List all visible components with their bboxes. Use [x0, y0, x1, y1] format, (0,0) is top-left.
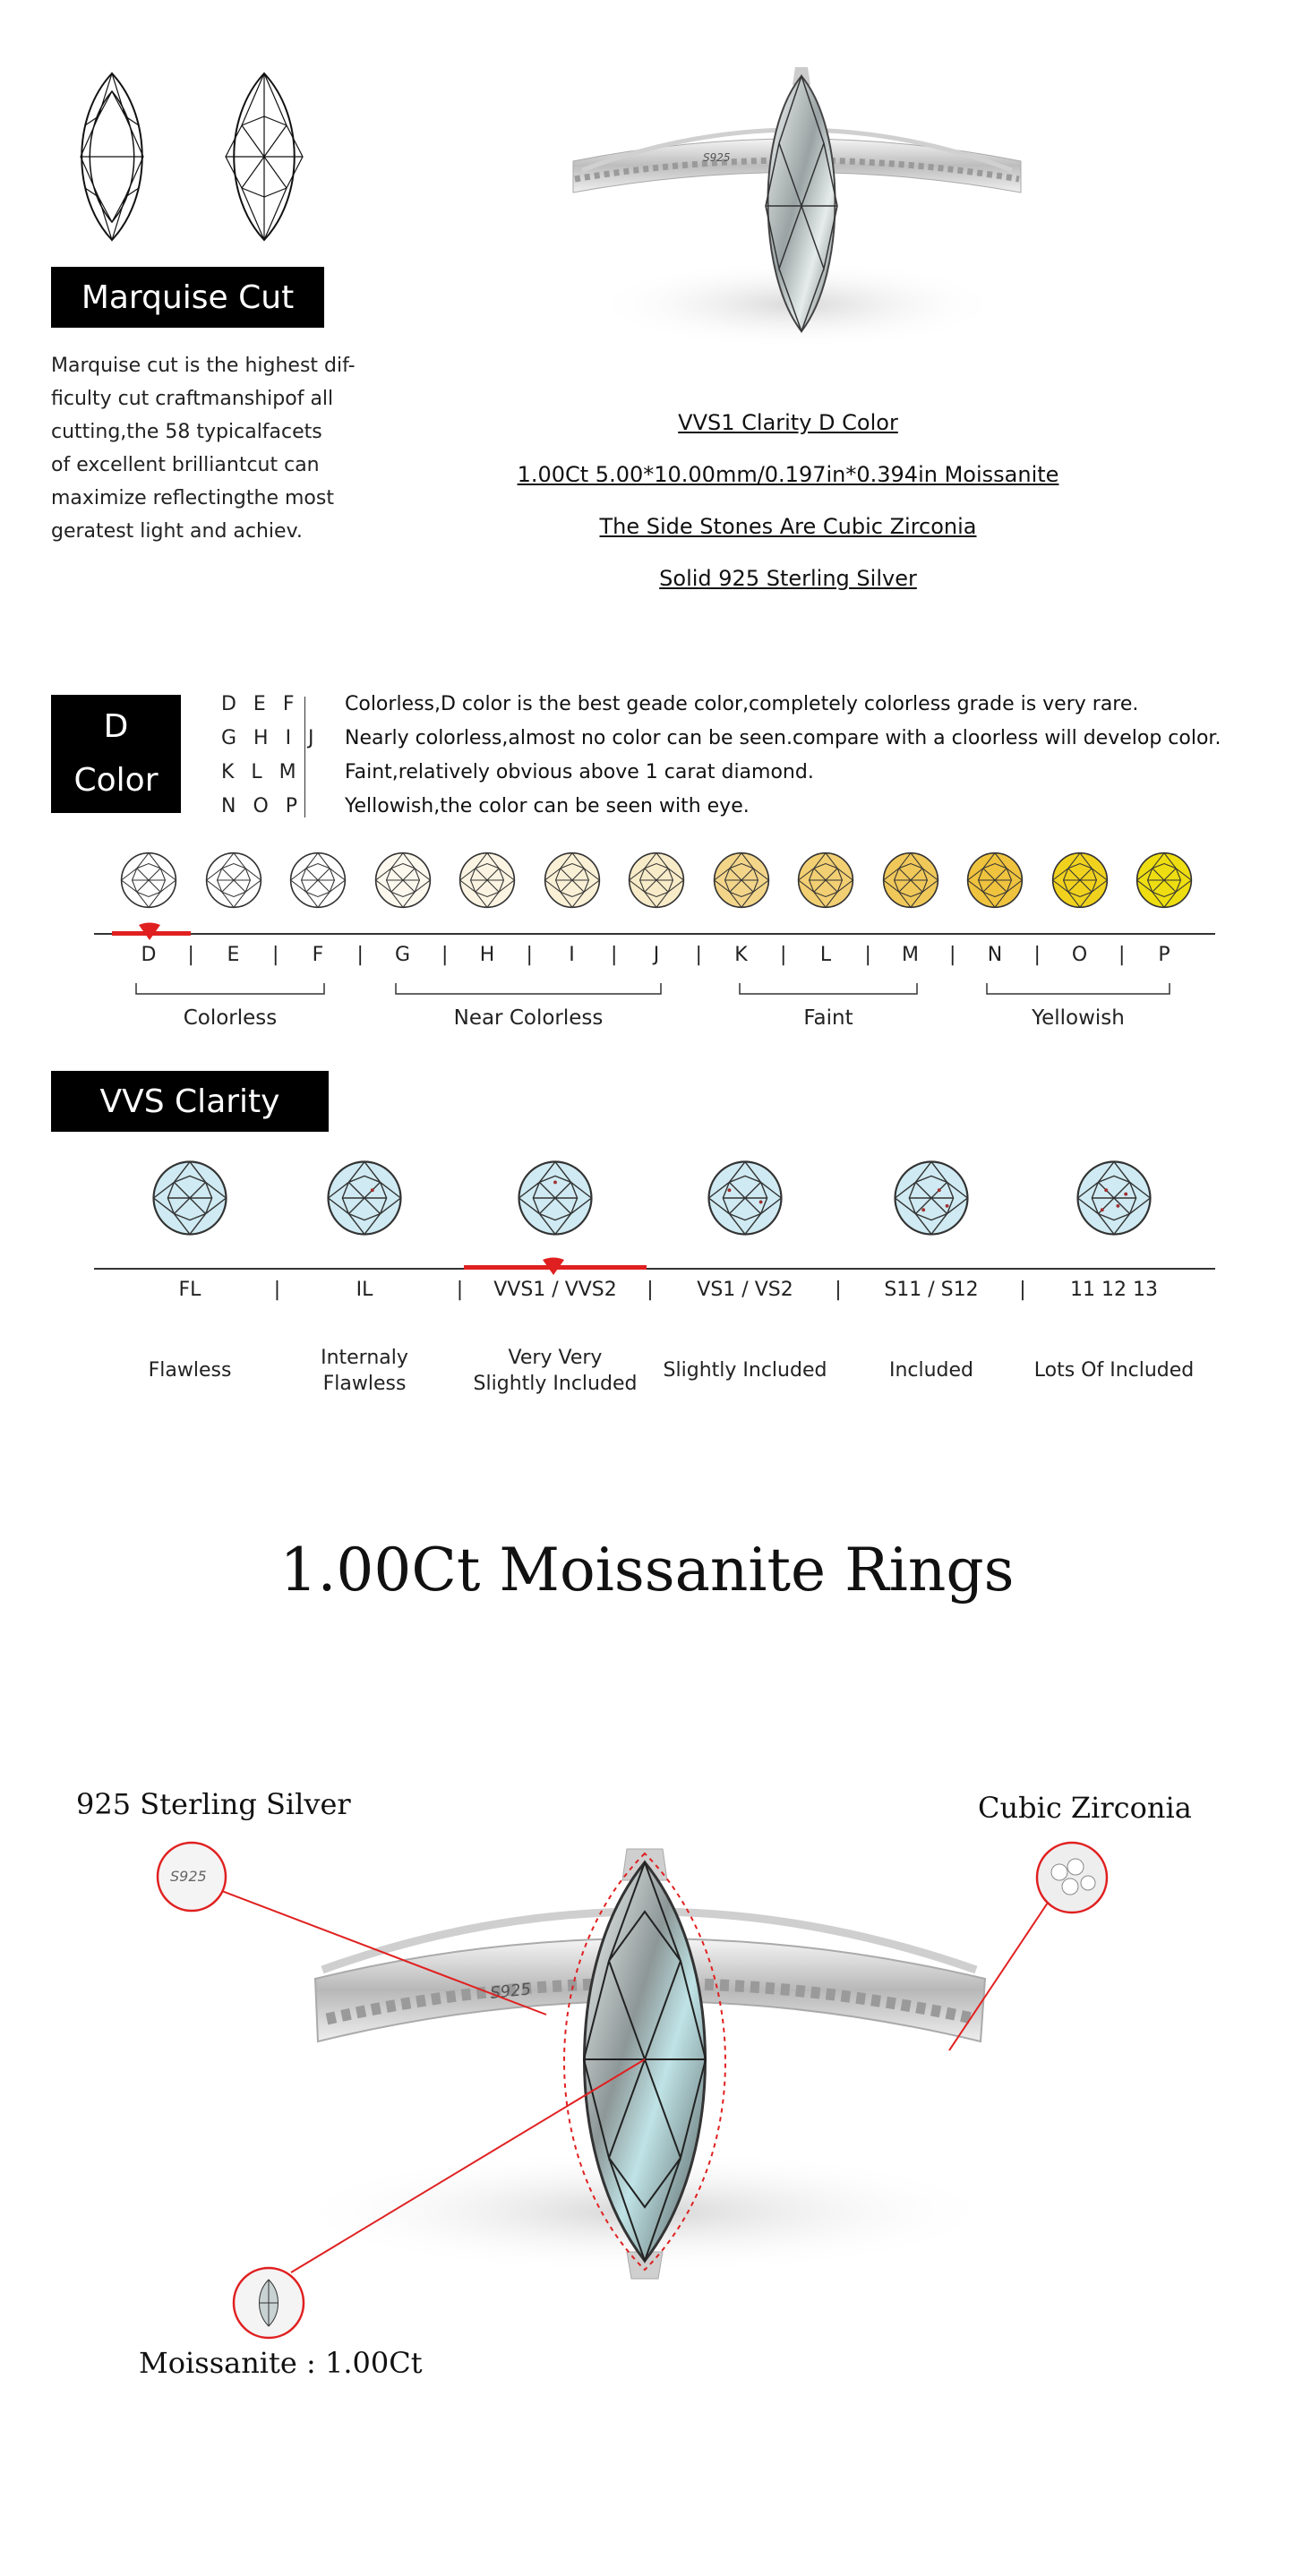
color-scale-letter: J: [653, 944, 660, 966]
color-scale-letter: D: [141, 944, 157, 966]
clarity-grade-name-line: Flawless: [148, 1359, 232, 1382]
clarity-separator: |: [835, 1279, 842, 1301]
moissanite-zoom-icon: [231, 2265, 306, 2341]
spec-size: 1.00Ct 5.00*10.00mm/0.197in*0.394in Moissanite: [517, 462, 1059, 487]
marquise-outline-icon: [63, 72, 161, 242]
color-gem-n-icon: [965, 851, 1024, 913]
color-scale-separator: |: [526, 944, 533, 966]
clarity-separator: |: [456, 1279, 464, 1301]
clarity-grade-name-line: Flawless: [322, 1373, 407, 1395]
cut-title: Marquise Cut: [51, 267, 324, 328]
clarity-grade: VS1 / VS2: [697, 1279, 793, 1301]
color-scale-separator: |: [780, 944, 787, 966]
zoom-stamp-text: S925: [170, 1868, 207, 1885]
clarity-separator: |: [273, 1279, 281, 1301]
color-gem-d-icon: [119, 851, 178, 913]
clarity-gem-icon: [325, 1159, 404, 1241]
color-scale-letter: L: [819, 944, 832, 966]
silver-stamp-zoom-icon: [155, 1840, 228, 1913]
color-scale-separator: |: [864, 944, 871, 966]
clarity-grade-name-line: Internaly: [321, 1347, 408, 1369]
color-scale-letter: M: [902, 944, 919, 966]
color-scale-separator: |: [611, 944, 618, 966]
color-badge: [51, 695, 181, 813]
color-scale-separator: |: [949, 944, 956, 966]
clarity-title: VVS Clarity: [51, 1071, 329, 1132]
cut-description: [51, 349, 356, 548]
ring-detail-stamp: S925: [489, 1980, 533, 2003]
color-gem-l-icon: [796, 851, 855, 913]
grade-description: Faint,relatively obvious above 1 carat diamond.: [345, 761, 814, 783]
cut-description-line: maximize reflectingthe most: [51, 487, 334, 509]
clarity-gem-icon: [892, 1159, 971, 1241]
clarity-grade-name: [656, 1357, 835, 1383]
color-scale-letter: G: [394, 944, 411, 966]
clarity-separator: |: [1019, 1279, 1026, 1301]
clarity-gem-icon: [150, 1159, 229, 1241]
color-category-faint: Faint: [803, 1006, 853, 1030]
color-gem-i-icon: [543, 851, 602, 913]
ring-stamp: S925: [703, 151, 731, 164]
cut-description-line: Marquise cut is the highest dif-: [51, 355, 356, 377]
clarity-grade-name-line: Lots Of Included: [1033, 1359, 1195, 1382]
callout-moissanite: Moissanite : 1.00Ct: [139, 2346, 423, 2380]
color-scale-separator: |: [1118, 944, 1126, 966]
clarity-gem-icon: [1075, 1159, 1153, 1241]
clarity-grade: FL: [178, 1279, 201, 1301]
color-gem-o-icon: [1050, 851, 1110, 913]
clarity-grade-name: [466, 1345, 645, 1397]
color-scale-separator: |: [441, 944, 449, 966]
color-gem-f-icon: [288, 851, 347, 913]
color-scale-letter: K: [734, 944, 748, 966]
clarity-grade-name: [275, 1345, 454, 1397]
cut-description-line: geratest light and achiev.: [51, 520, 303, 543]
callout-silver: 925 Sterling Silver: [76, 1787, 351, 1821]
clarity-grade-name-line: Included: [888, 1359, 974, 1382]
grade-letters: G H I J: [221, 727, 320, 749]
clarity-grade-name: [842, 1357, 1021, 1383]
clarity-grade-name: [100, 1357, 279, 1383]
color-scale-separator: |: [1033, 944, 1041, 966]
clarity-gem-icon: [516, 1159, 595, 1241]
color-grade-divider: [304, 697, 305, 817]
grade-description: Colorless,D color is the best geade color,completely colorless grade is very rare.: [345, 693, 1139, 715]
spec-side-stones: The Side Stones Are Cubic Zirconia: [599, 514, 977, 539]
cut-description-line: of excellent brilliantcut can: [51, 454, 320, 476]
marquise-facet-icon: [215, 72, 313, 242]
color-gem-g-icon: [373, 851, 433, 913]
clarity-gem-icon: [706, 1159, 784, 1241]
clarity-grade-name-line: Very Very: [508, 1347, 603, 1369]
grade-description: Nearly colorless,almost no color can be seen.compare with a cloorless will develop color.: [345, 727, 1221, 749]
color-gem-e-icon: [204, 851, 263, 913]
page-headline: 1.00Ct Moissanite Rings: [279, 1536, 1015, 1605]
color-scale-separator: |: [695, 944, 702, 966]
spec-metal: Solid 925 Sterling Silver: [659, 566, 917, 591]
clarity-grade: VVS1 / VVS2: [493, 1279, 617, 1301]
cut-description-line: ficulty cut craftmanshipof all: [51, 388, 334, 410]
clarity-grade: 11 12 13: [1070, 1279, 1158, 1301]
ring-product-image: [555, 63, 1039, 367]
color-scale-line: [94, 933, 1215, 935]
grade-letters: K L M: [221, 761, 302, 783]
color-category-colorless: Colorless: [183, 1006, 278, 1030]
clarity-scale-line: [94, 1268, 1215, 1270]
color-scale-separator: |: [356, 944, 364, 966]
grade-letters: D E F: [221, 693, 300, 715]
clarity-selected-marker-icon: [540, 1257, 567, 1277]
clarity-grade: IL: [356, 1279, 373, 1301]
color-scale-letter: I: [569, 944, 575, 966]
color-category-yellowish: Yellowish: [1032, 1006, 1125, 1030]
clarity-grade-name-line: Slightly Included: [663, 1359, 827, 1382]
clarity-grade-name-line: Slightly Included: [473, 1373, 638, 1395]
grade-letters: N O P: [221, 795, 304, 817]
color-gem-j-icon: [627, 851, 686, 913]
zirconia-zoom-icon: [1034, 1840, 1110, 1915]
color-scale-letter: H: [479, 944, 495, 966]
callout-zirconia: Cubic Zirconia: [978, 1791, 1192, 1825]
spec-clarity-color: VVS1 Clarity D Color: [678, 410, 898, 435]
color-gem-p-icon: [1135, 851, 1194, 913]
clarity-grade: S11 / S12: [884, 1279, 979, 1301]
color-scale-letter: N: [987, 944, 1003, 966]
color-scale-letter: P: [1158, 944, 1170, 966]
color-category-brackets: [0, 981, 1294, 999]
color-scale-letter: O: [1071, 944, 1088, 966]
color-scale-letter: F: [312, 944, 324, 966]
color-badge-letter: D: [103, 708, 129, 745]
color-gem-h-icon: [458, 851, 517, 913]
clarity-separator: |: [647, 1279, 654, 1301]
color-selected-marker-icon: [136, 922, 163, 942]
clarity-grade-name: [1024, 1357, 1204, 1383]
color-gem-m-icon: [881, 851, 940, 913]
color-scale-letter: E: [227, 944, 240, 966]
color-gem-k-icon: [712, 851, 771, 913]
color-category-near-colorless: Near Colorless: [453, 1006, 604, 1030]
color-badge-word: Color: [73, 762, 159, 799]
grade-description: Yellowish,the color can be seen with eye.: [345, 795, 750, 817]
color-scale-separator: |: [187, 944, 194, 966]
cut-description-line: cutting,the 58 typicalfacets: [51, 421, 322, 443]
color-scale-separator: |: [272, 944, 279, 966]
